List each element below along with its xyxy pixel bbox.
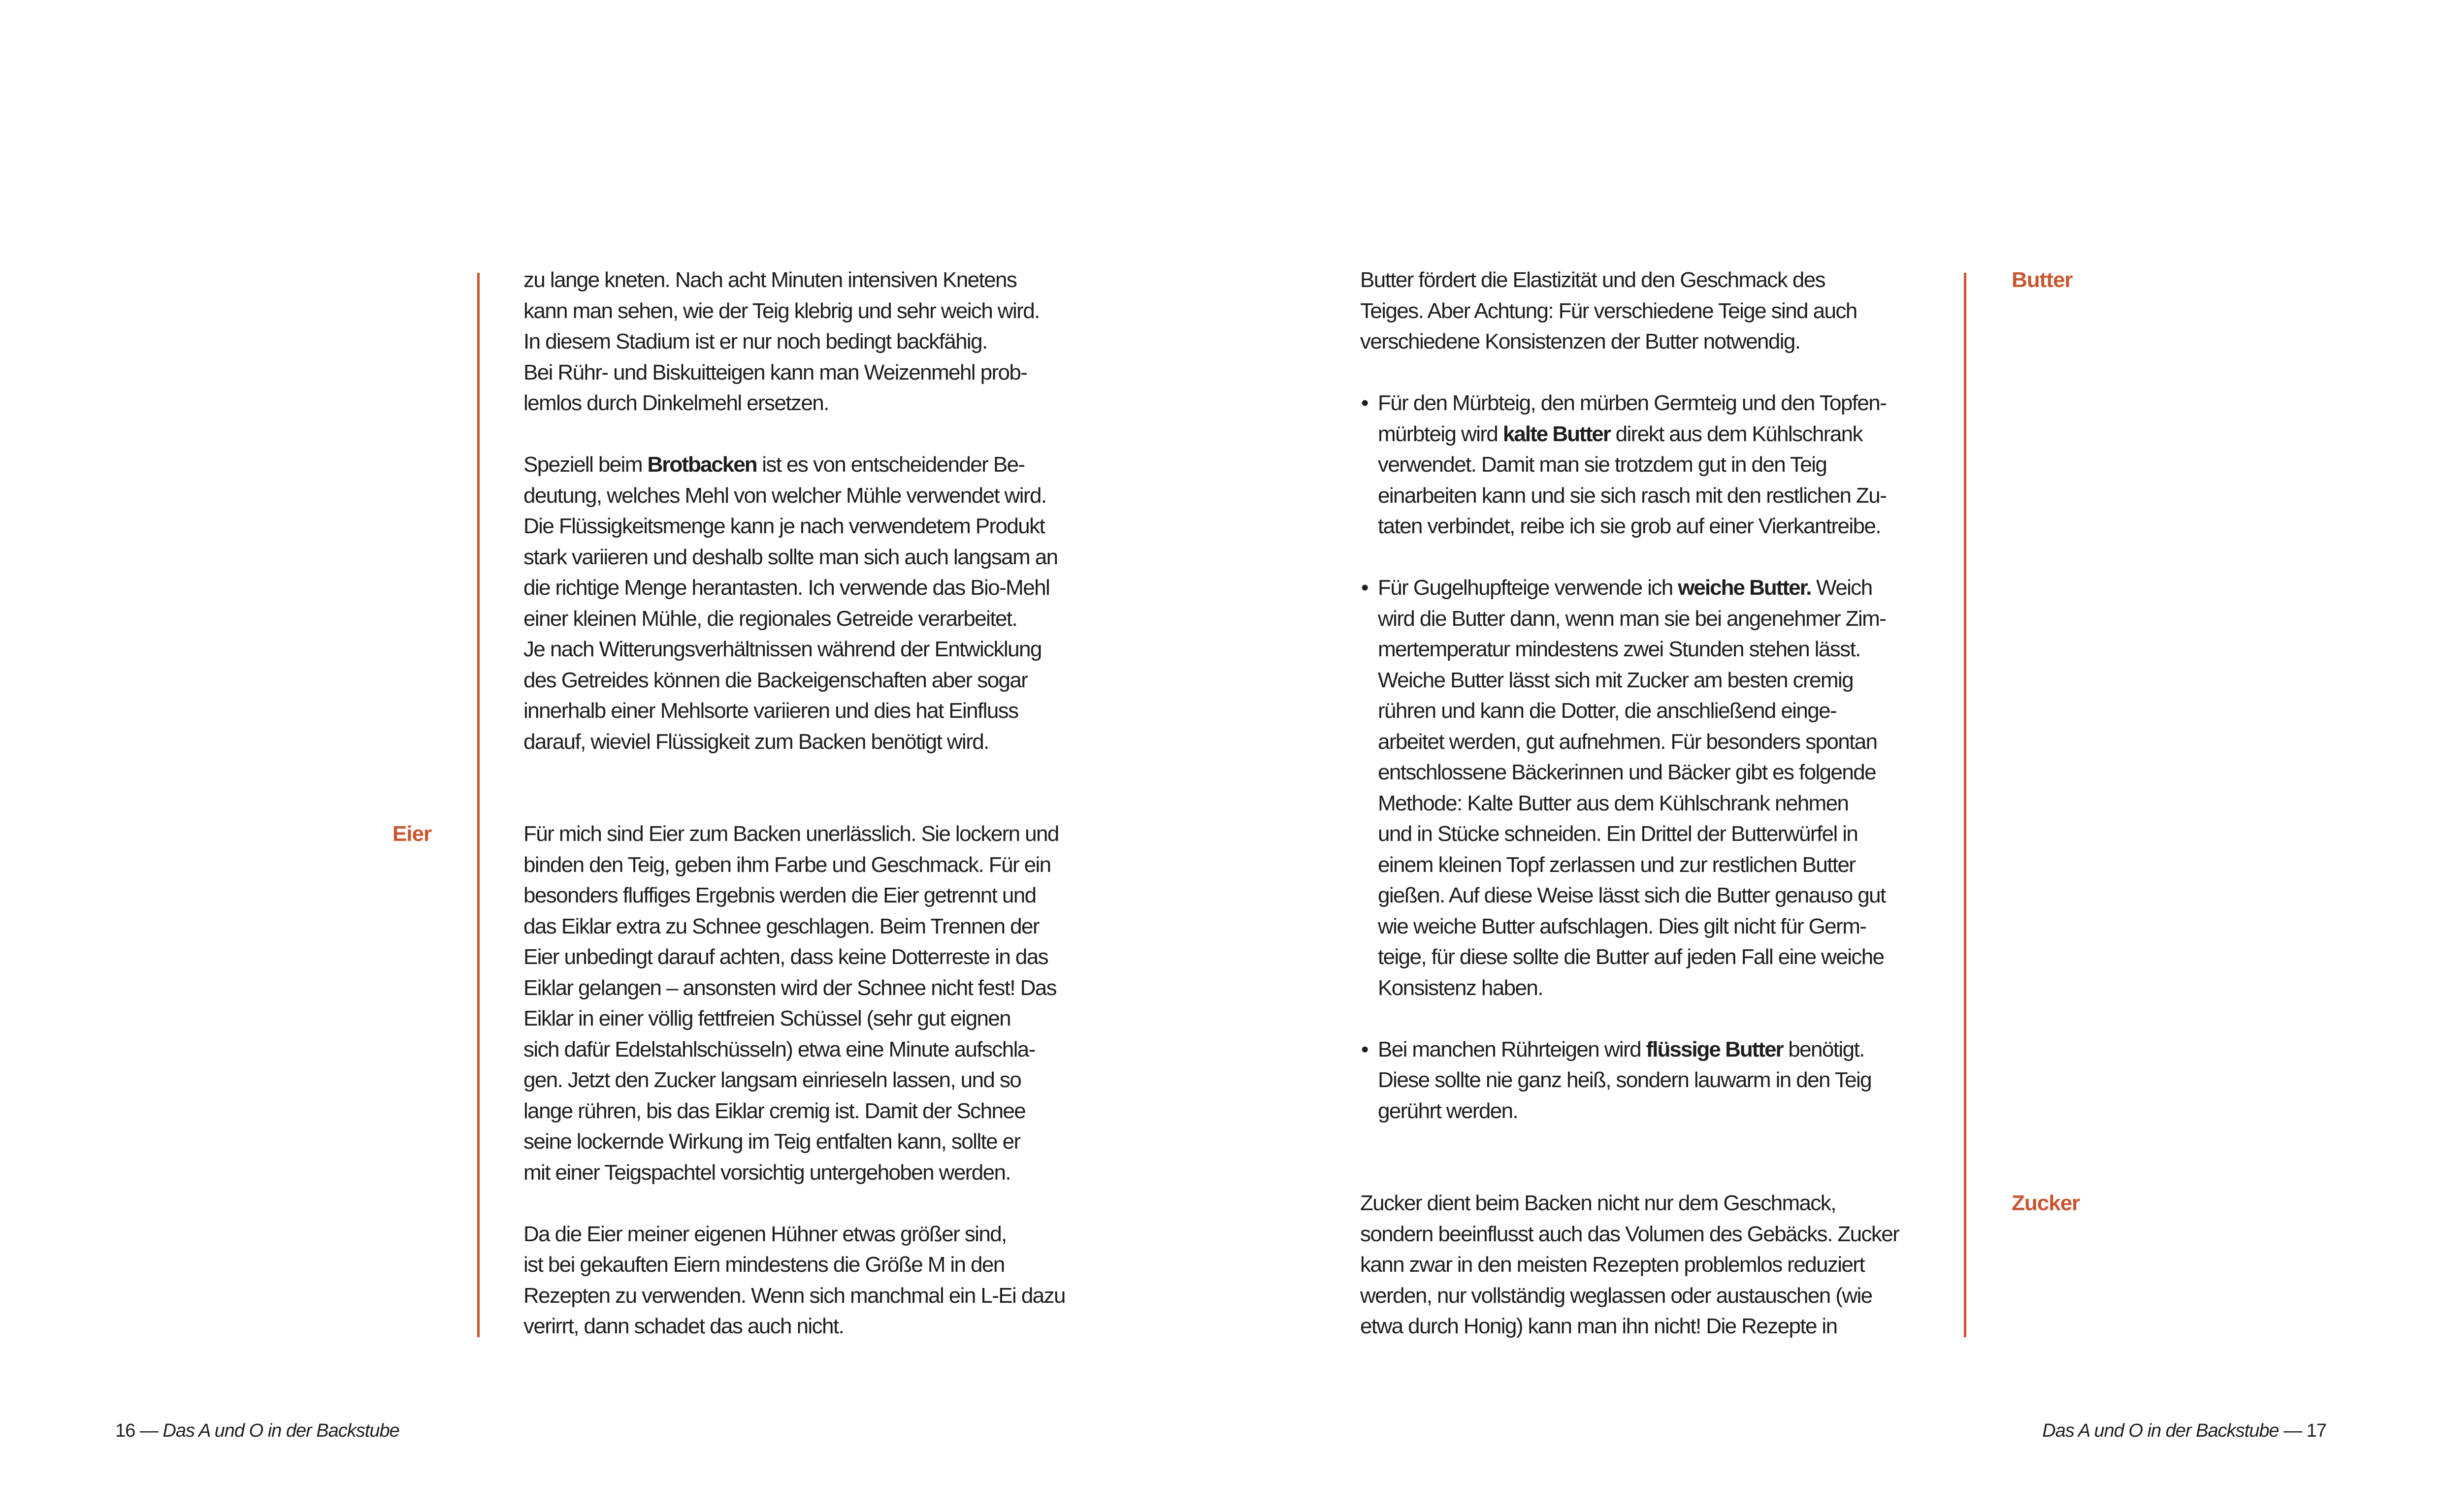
bullet-item-line	[1360, 573, 1899, 604]
text-run: Teiges. Aber Achtung: Für verschiedene Teige sind auch	[1360, 298, 1857, 323]
text-run: Die Flüssigkeitsmenge kann je nach verwendetem Produkt	[523, 514, 1045, 538]
text-run: direkt aus dem Kühlschrank	[1610, 421, 1862, 446]
bold-term: kalte Butter	[1502, 421, 1610, 446]
text-run: gen. Jetzt den Zucker langsam einrieseln lassen, und so	[523, 1068, 1021, 1092]
text-run: werden, nur vollständig weglassen oder austauschen (wie	[1360, 1283, 1872, 1308]
text-run: etwa durch Honig) kann man ihn nicht! Die Rezepte in	[1360, 1314, 1837, 1338]
text-run: einem kleinen Topf zerlassen und zur restlichen Butter	[1378, 852, 1856, 877]
text-run: Bei manchen Rührteigen wird	[1378, 1037, 1646, 1062]
text-line	[1360, 1219, 1899, 1250]
bold-term: flüssige Butter	[1646, 1037, 1783, 1062]
text-line	[523, 788, 1065, 819]
text-run: Für Gugelhupfteige verwende ich	[1378, 576, 1678, 600]
text-run: Je nach Witterungsverhältnissen während der Entwicklung	[523, 637, 1042, 661]
text-run: benötigt.	[1783, 1037, 1864, 1062]
text-run: das Eiklar extra zu Schnee geschlagen. Beim Trennen der	[523, 914, 1039, 938]
text-line	[1360, 634, 1899, 665]
text-run: In diesem Stadium ist er nur noch bedingt backfähig.	[523, 329, 987, 354]
running-title: Das A und O in der Backstube	[163, 1420, 399, 1441]
text-run: Konsistenz haben.	[1378, 975, 1543, 1000]
text-line	[523, 388, 1065, 419]
text-run: verwendet. Damit man sie trotzdem gut in den Teig	[1378, 452, 1827, 477]
text-run: binden den Teig, geben ihm Farbe und Geschmack. Für ein	[523, 852, 1051, 877]
bold-term: Brotbacken	[647, 452, 757, 477]
section-label-zucker: Zucker	[2012, 1191, 2080, 1215]
text-line	[523, 265, 1065, 296]
text-run: verirrt, dann schadet das auch nicht.	[523, 1314, 844, 1338]
text-run: einarbeiten kann und sie sich rasch mit den restlichen Zu-	[1378, 483, 1887, 508]
text-line	[1360, 419, 1899, 450]
text-line	[523, 727, 1065, 758]
text-line	[523, 850, 1065, 881]
text-line	[523, 634, 1065, 665]
text-line	[1360, 1250, 1899, 1281]
text-line	[1360, 326, 1899, 357]
text-run: zu lange kneten. Nach acht Minuten intensiven Knetens	[523, 268, 1017, 292]
text-line	[523, 1158, 1065, 1189]
right-body-text	[1360, 265, 1899, 1342]
text-line	[523, 1219, 1065, 1250]
text-line	[523, 1034, 1065, 1065]
footer-dash: —	[139, 1420, 158, 1441]
right-footer	[2042, 1420, 2326, 1442]
text-run: einer kleinen Mühle, die regionales Getreide verarbeitet.	[523, 606, 1017, 631]
text-run: sich dafür Edelstahlschüsseln) etwa eine Minute aufschla-	[523, 1037, 1035, 1062]
text-line	[1360, 481, 1899, 512]
page-number: 17	[2306, 1420, 2326, 1441]
text-line	[1360, 511, 1899, 542]
bullet-item-line	[1360, 388, 1899, 419]
text-run: kann man sehen, wie der Teig klebrig und sehr weich wird.	[523, 298, 1040, 323]
text-run: Weich	[1811, 576, 1872, 600]
text-line	[523, 1188, 1065, 1219]
text-run: innerhalb einer Mehlsorte variieren und dies hat Einfluss	[523, 699, 1018, 723]
text-line	[523, 696, 1065, 727]
bullet-item-line	[1360, 1034, 1899, 1065]
footer-dash: —	[2283, 1420, 2302, 1441]
text-run: Rezepten zu verwenden. Wenn sich manchmal ein L-Ei dazu	[523, 1283, 1065, 1308]
text-line	[523, 542, 1065, 573]
text-run: Methode: Kalte Butter aus dem Kühlschrank nehmen	[1378, 791, 1849, 815]
text-run: ist bei gekauften Eiern mindestens die Größe M in den	[523, 1253, 1005, 1277]
text-run: besonders fluffiges Ergebnis werden die Eier getrennt und	[523, 883, 1036, 907]
text-line	[1360, 1188, 1899, 1219]
text-line	[523, 573, 1065, 604]
left-body-text	[523, 265, 1065, 1342]
text-line	[523, 296, 1065, 327]
text-run: die richtige Menge herantasten. Ich verwende das Bio-Mehl	[523, 576, 1050, 600]
left-margin-rule	[477, 273, 480, 1337]
text-run: arbeitet werden, gut aufnehmen. Für besonders spontan	[1378, 729, 1877, 754]
text-run: Butter fördert die Elastizität und den Geschmack des	[1360, 268, 1825, 292]
text-run: Für mich sind Eier zum Backen unerlässlich. Sie lockern und	[523, 822, 1059, 846]
text-run: Eiklar gelangen – ansonsten wird der Schnee nicht fest! Das	[523, 975, 1057, 1000]
section-label-butter: Butter	[2012, 268, 2073, 292]
text-run: lemlos durch Dinkelmehl ersetzen.	[523, 391, 829, 415]
text-line	[523, 326, 1065, 357]
text-run: mit einer Teigspachtel vorsichtig untergehoben werden.	[523, 1160, 1010, 1185]
text-line	[523, 757, 1065, 788]
text-run: Da die Eier meiner eigenen Hühner etwas größer sind,	[523, 1222, 1007, 1246]
text-run: des Getreides können die Backeigenschaften aber sogar	[523, 668, 1028, 692]
bold-term: weiche Butter.	[1678, 576, 1811, 600]
text-line	[523, 511, 1065, 542]
text-line	[1360, 1311, 1899, 1342]
text-run: gießen. Auf diese Weise lässt sich die Butter genauso gut	[1378, 883, 1886, 907]
text-run: rühren und kann die Dotter, die anschließend einge-	[1378, 699, 1837, 723]
text-line	[523, 1281, 1065, 1312]
text-line	[1360, 880, 1899, 911]
text-run: mürbteig wird	[1378, 421, 1503, 446]
text-line	[1360, 757, 1899, 788]
text-run: deutung, welches Mehl von welcher Mühle verwendet wird.	[523, 483, 1046, 508]
text-run: Diese sollte nie ganz heiß, sondern lauwarm in den Teig	[1378, 1068, 1872, 1092]
text-line	[1360, 665, 1899, 696]
bullet-icon: •	[1361, 576, 1368, 600]
text-line	[523, 604, 1065, 635]
text-line	[523, 819, 1065, 850]
text-run: Bei Rühr- und Biskuitteigen kann man Weizenmehl prob-	[523, 360, 1027, 385]
text-run: mertemperatur mindestens zwei Stunden stehen lässt.	[1378, 637, 1860, 661]
text-run: Zucker dient beim Backen nicht nur dem Geschmack,	[1360, 1191, 1836, 1215]
text-line	[1360, 296, 1899, 327]
text-run: teige, für diese sollte die Butter auf jeden Fall eine weiche	[1378, 945, 1884, 969]
text-line	[523, 1250, 1065, 1281]
text-line	[1360, 788, 1899, 819]
text-line	[1360, 973, 1899, 1004]
text-run: stark variieren und deshalb sollte man sich auch langsam an	[523, 545, 1058, 569]
text-line	[523, 450, 1065, 481]
text-run: wird die Butter dann, wenn man sie bei angenehmer Zim-	[1378, 606, 1886, 631]
text-run: seine lockernde Wirkung im Teig entfalten kann, sollte er	[523, 1129, 1020, 1154]
text-line	[1360, 1096, 1899, 1127]
right-margin-rule	[1964, 273, 1966, 1337]
text-line	[523, 357, 1065, 388]
text-run: entschlossene Bäckerinnen und Bäcker gibt es folgende	[1378, 760, 1876, 784]
text-run: Weiche Butter lässt sich mit Zucker am besten cremig	[1378, 668, 1854, 692]
text-line	[1360, 942, 1899, 973]
text-run: ist es von entscheidender Be-	[756, 452, 1025, 477]
left-footer	[115, 1420, 399, 1442]
text-run: gerührt werden.	[1378, 1098, 1518, 1123]
bullet-icon: •	[1361, 1037, 1368, 1062]
text-line	[523, 973, 1065, 1004]
text-run: verschiedene Konsistenzen der Butter notwendig.	[1360, 329, 1800, 354]
text-run: und in Stücke schneiden. Ein Drittel der Butterwürfel in	[1378, 822, 1858, 846]
text-line	[523, 665, 1065, 696]
text-run: darauf, wieviel Flüssigkeit zum Backen benötigt wird.	[523, 729, 989, 754]
text-line	[1360, 542, 1899, 573]
text-line	[1360, 450, 1899, 481]
text-line	[1360, 727, 1899, 758]
text-line	[523, 481, 1065, 512]
text-line	[1360, 1281, 1899, 1312]
text-run: Speziell beim	[523, 452, 648, 477]
text-line	[1360, 357, 1899, 388]
text-line	[1360, 1158, 1899, 1189]
text-run: Für den Mürbteig, den mürben Germteig und den Topfen-	[1378, 391, 1887, 415]
text-run: Eiklar in einer völlig fettfreien Schüssel (sehr gut eignen	[523, 1006, 1011, 1030]
text-line	[1360, 850, 1899, 881]
text-line	[1360, 1003, 1899, 1034]
text-run: Eier unbedingt darauf achten, dass keine Dotterreste in das	[523, 945, 1048, 969]
text-line	[523, 880, 1065, 911]
text-line	[1360, 819, 1899, 850]
text-line	[1360, 696, 1899, 727]
text-line	[523, 1126, 1065, 1158]
section-label-eier: Eier	[392, 822, 432, 846]
text-run: kann zwar in den meisten Rezepten problemlos reduziert	[1360, 1253, 1864, 1277]
text-line	[1360, 1065, 1899, 1096]
text-line	[523, 911, 1065, 942]
text-run: sondern beeinflusst auch das Volumen des Gebäcks. Zucker	[1360, 1222, 1899, 1246]
text-line	[523, 1311, 1065, 1342]
text-run: lange rühren, bis das Eiklar cremig ist. Damit der Schnee	[523, 1098, 1026, 1123]
text-line	[1360, 265, 1899, 296]
text-line	[1360, 604, 1899, 635]
text-line	[523, 942, 1065, 973]
text-line	[523, 1003, 1065, 1034]
page-number: 16	[115, 1420, 135, 1441]
text-line	[523, 419, 1065, 450]
text-run: wie weiche Butter aufschlagen. Dies gilt nicht für Germ-	[1378, 914, 1866, 938]
bullet-icon: •	[1361, 391, 1368, 415]
text-line	[523, 1065, 1065, 1096]
text-line	[523, 1096, 1065, 1127]
text-line	[1360, 911, 1899, 942]
text-line	[1360, 1126, 1899, 1158]
text-run: taten verbindet, reibe ich sie grob auf einer Vierkantreibe.	[1378, 514, 1881, 538]
running-title: Das A und O in der Backstube	[2042, 1420, 2279, 1441]
